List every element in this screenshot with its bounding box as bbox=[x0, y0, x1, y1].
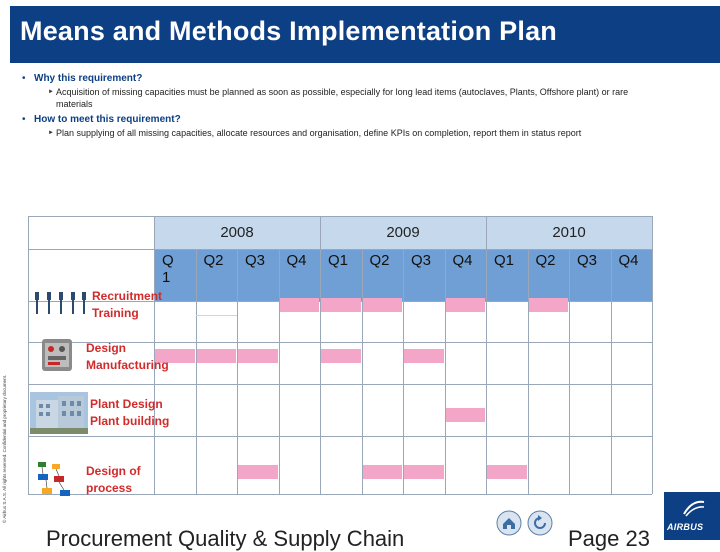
grid-line bbox=[528, 249, 529, 494]
grid-line bbox=[652, 216, 653, 494]
schedule-bar bbox=[446, 408, 486, 422]
sub-bullet-how bbox=[48, 127, 662, 139]
sub-bullet-text: Plan supplying of all missing capacities, allocate resources and organisation, define KPIs on completion, report them in status report bbox=[56, 128, 582, 138]
quarter-header: Q2 bbox=[528, 249, 570, 301]
row-label-process: Design of process bbox=[86, 464, 141, 495]
grid-line bbox=[279, 249, 280, 494]
year-header: 2009 bbox=[320, 216, 486, 249]
process-chart-icon bbox=[34, 460, 76, 500]
triangle-bullet-icon: ► bbox=[48, 89, 54, 95]
grid-line bbox=[28, 216, 29, 494]
quarter-header: Q2 bbox=[196, 249, 238, 301]
grid-line bbox=[28, 249, 652, 250]
quarter-header: Q3 bbox=[569, 249, 611, 301]
schedule-bar bbox=[363, 465, 403, 479]
quarter-header: Q3 bbox=[403, 249, 445, 301]
grid-line bbox=[196, 249, 197, 494]
schedule-bar bbox=[404, 465, 444, 479]
row-label-plant: Plant Design Plant building bbox=[90, 397, 170, 428]
grid-line bbox=[362, 249, 363, 494]
quarter-header: Q4 bbox=[445, 249, 487, 301]
bullet-heading: Why this requirement? bbox=[34, 73, 143, 84]
bullet-dot-icon: • bbox=[22, 73, 26, 84]
page-title: Means and Methods Implementation Plan bbox=[20, 16, 557, 46]
grid-line bbox=[28, 436, 652, 437]
triangle-bullet-icon: ► bbox=[48, 130, 54, 136]
row-label-design-manufacturing: Design Manufacturing bbox=[86, 341, 169, 372]
back-icon[interactable] bbox=[527, 510, 553, 536]
row-label-recruitment: Recruitment Training bbox=[92, 289, 163, 320]
home-icon[interactable] bbox=[496, 510, 522, 536]
grid-line bbox=[403, 249, 404, 494]
bullet-why bbox=[22, 72, 662, 86]
year-header: 2010 bbox=[486, 216, 652, 249]
sub-bullet-why bbox=[48, 86, 662, 110]
toolkit-icon bbox=[40, 336, 74, 374]
grid-line bbox=[445, 249, 446, 494]
quarter-header: Q2 bbox=[362, 249, 404, 301]
grid-line bbox=[611, 249, 612, 494]
footer-title: Procurement Quality & Supply Chain bbox=[46, 526, 405, 551]
grid-line bbox=[28, 216, 652, 217]
grid-line bbox=[237, 249, 238, 494]
schedule-bar bbox=[529, 298, 569, 312]
quarter-header: Q1 bbox=[320, 249, 362, 301]
airbus-logo bbox=[664, 492, 720, 540]
schedule-bar bbox=[280, 298, 320, 312]
schedule-bar bbox=[238, 465, 278, 479]
quarter-header: Q3 bbox=[237, 249, 279, 301]
schedule-bar bbox=[197, 349, 237, 363]
grid-line bbox=[196, 315, 238, 316]
quarter-header: Q 1 bbox=[154, 249, 196, 301]
copyright-note bbox=[0, 300, 8, 525]
schedule-bar bbox=[321, 298, 361, 312]
copyright-text: © Airbus S.A.S. All rights reserved. Confidential and proprietary document. bbox=[2, 374, 7, 523]
tools-icon bbox=[32, 290, 90, 316]
year-header: 2008 bbox=[154, 216, 320, 249]
grid-line bbox=[486, 216, 487, 494]
quarter-header: Q1 bbox=[486, 249, 528, 301]
title-bar bbox=[10, 6, 720, 63]
bullet-list bbox=[22, 70, 662, 142]
quarter-header: Q4 bbox=[611, 249, 653, 301]
bullet-how bbox=[22, 113, 662, 127]
bullet-heading: How to meet this requirement? bbox=[34, 114, 181, 125]
quarter-header: Q4 bbox=[279, 249, 321, 301]
schedule-bar bbox=[321, 349, 361, 363]
airbus-swirl-icon bbox=[682, 498, 706, 518]
bullet-dot-icon: • bbox=[22, 114, 26, 125]
schedule-bar bbox=[363, 298, 403, 312]
grid-line bbox=[569, 249, 570, 494]
page-number: Page 23 bbox=[568, 526, 650, 551]
grid-line bbox=[28, 384, 652, 385]
building-icon bbox=[30, 392, 88, 434]
sub-bullet-text: Acquisition of missing capacities must be planned as soon as possible, especially for long lead items (autoclaves, Plants, Offshore plant) or rare materials bbox=[56, 87, 629, 109]
schedule-bar bbox=[404, 349, 444, 363]
logo-text: AIRBUS bbox=[667, 522, 704, 532]
schedule-bar bbox=[446, 298, 486, 312]
schedule-bar bbox=[487, 465, 527, 479]
schedule-bar bbox=[238, 349, 278, 363]
